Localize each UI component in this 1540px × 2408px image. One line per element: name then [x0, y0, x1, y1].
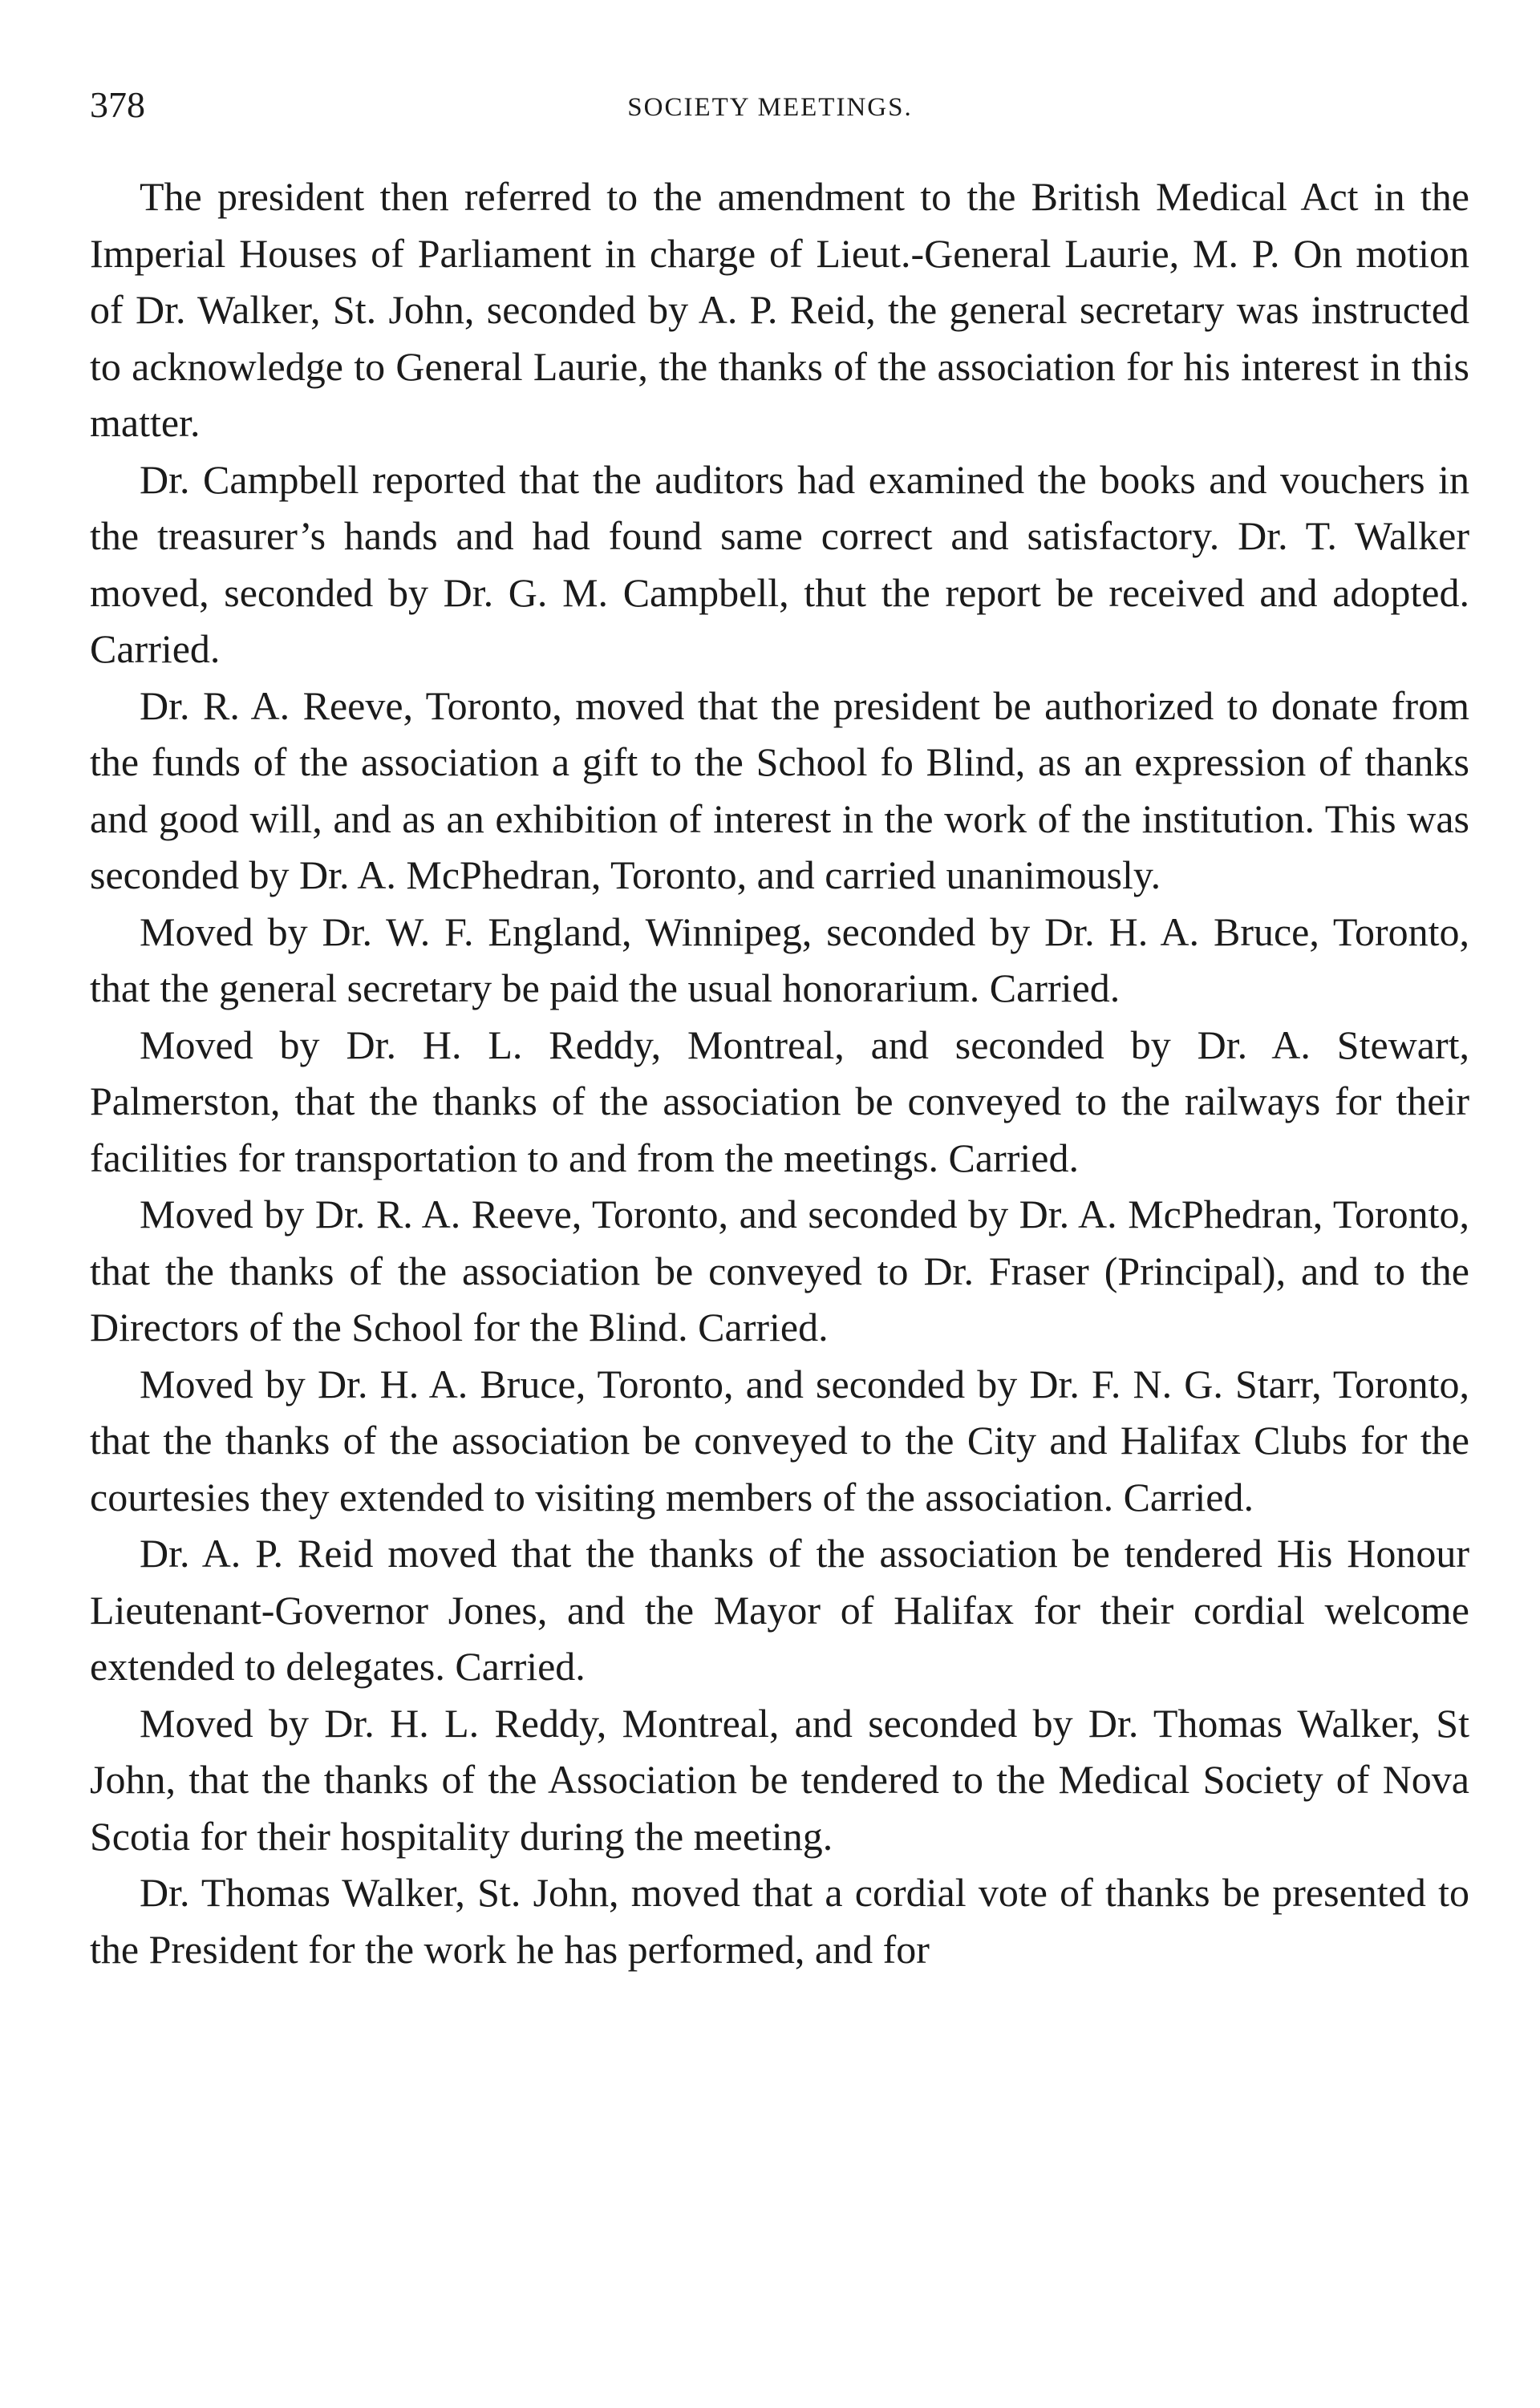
paragraph-amendment: The president then referred to the amendment to the British Medical Act in the Imperial Houses of Parliament in charge of Lieut.-General Laurie, M. P. On motion of Dr. Walker, St. John, seconded by A. P. Reid, the general secretary was instructed to acknowledge to General Laurie, the thanks of the association for his interest in this matter. — [90, 174, 1469, 445]
paragraph-railways-thanks: Moved by Dr. H. L. Reddy, Montreal, and seconded by Dr. A. Stewart, Palmerston, that the thanks of the association be conveyed to the railways for their facilities for transportation to and from the meetings. Carried. — [90, 1022, 1469, 1180]
running-head: SOCIETY MEETINGS. — [627, 93, 913, 122]
paragraph-school-for-blind-gift: Dr. R. A. Reeve, Toronto, moved that the president be authorized to donate from the funds of the association a gift to the School fo Blind, as an expression of thanks and good will, and as an exhibition of interest in the work of the institution. This was seconded by Dr. A. McPhedran, Toronto, and carried unanimously. — [90, 682, 1469, 897]
paragraph-secretary-honorarium: Moved by Dr. W. F. England, Winnipeg, seconded by Dr. H. A. Bruce, Toronto, that the general secretary be paid the usual honorarium. Carried. — [90, 909, 1469, 1010]
paragraph-president-thanks: Dr. Thomas Walker, St. John, moved that a cordial vote of thanks be presented to the President for the work he has performed, and for — [90, 1870, 1469, 1972]
paragraph-medical-society-thanks: Moved by Dr. H. L. Reddy, Montreal, and seconded by Dr. Thomas Walker, St John, that the thanks of the Association be tendered to the Medical Society of Nova Scotia for their hospitality during the meeting. — [90, 1700, 1469, 1859]
paragraph-auditors-report: Dr. Campbell reported that the auditors had examined the books and vouchers in the treasurer’s hands and had found same correct and satisfactory. Dr. T. Walker moved, seconded by Dr. G. M. Campbell, thut the report be received and adopted. Carried. — [90, 456, 1469, 671]
paragraph-school-directors-thanks: Moved by Dr. R. A. Reeve, Toronto, and seconded by Dr. A. McPhedran, Toronto, that the thanks of the association be conveyed to Dr. Fraser (Principal), and to the Directors of the School for the Blind. Carried. — [90, 1192, 1469, 1350]
paragraph-governor-mayor-thanks: Dr. A. P. Reid moved that the thanks of the association be tendered His Honour Lieutenant-Governor Jones, and the Mayor of Halifax for their cordial welcome extended to delegates. Carried. — [90, 1531, 1469, 1689]
body-text — [90, 168, 1469, 1977]
page-number: 378 — [90, 84, 145, 125]
paragraph-clubs-thanks: Moved by Dr. H. A. Bruce, Toronto, and seconded by Dr. F. N. G. Starr, Toronto, that the thanks of the association be conveyed to the City and Halifax Clubs for the courtesies they extended to visiting members of the association. Carried. — [90, 1361, 1469, 1520]
